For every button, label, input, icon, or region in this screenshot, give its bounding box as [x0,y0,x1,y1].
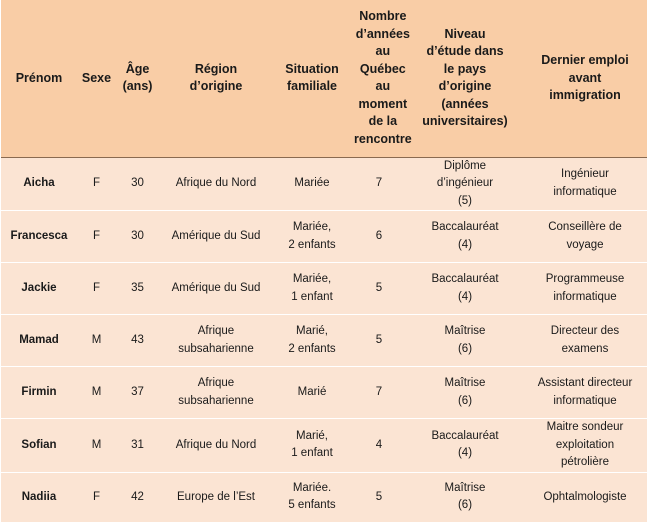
cell-annees: 5 [375,490,383,503]
cell-prenom: Nadiia [21,490,57,503]
cell-region: Europe de l’Est [177,490,255,503]
header-age: Âge (ans) [122,61,153,94]
cell-sexe: F [92,229,101,242]
table-row [1,419,647,473]
cell-emploi: Ophtalmologiste [543,490,627,503]
header-prenom: Prénom [15,70,63,85]
cell-region: Afrique subsaharienne [178,325,254,355]
cell-age: 43 [131,333,144,346]
cell-prenom: Francesca [10,229,68,242]
table-row [1,315,647,367]
table-row [1,472,647,522]
cell-niveau: Maîtrise (6) [444,481,486,512]
cell-emploi: Programmeuse informatique [545,273,625,303]
cell-niveau: Diplôme d’ingénieur (5) [436,159,494,207]
cell-annees: 4 [375,438,383,451]
table-row [1,263,647,315]
participants-table [1,0,647,522]
cell-region: Afrique du Nord [175,438,257,451]
table-row [1,157,647,211]
cell-annees: 6 [375,229,383,242]
header-niveau-etude: Niveau d’étude dans le pays d’origine (années universitaires) [422,26,508,129]
header-annees-quebec: Nombre d’années au Québec au moment de la rencontre [354,9,412,146]
header-dernier-emploi: Dernier emploi avant immigration [541,53,629,102]
table-row [1,367,647,419]
header-sexe: Sexe [81,70,112,85]
cell-niveau: Maîtrise (6) [444,325,486,355]
cell-prenom: Jackie [21,281,57,294]
cell-age: 31 [131,438,144,451]
cell-sexe: M [91,385,102,398]
table-header-row [1,0,647,157]
cell-sexe: M [91,333,102,346]
cell-annees: 5 [375,281,383,294]
cell-emploi: Ingénieur informatique [553,168,617,198]
cell-age: 30 [131,229,144,242]
cell-age: 42 [131,490,144,503]
table-row [1,211,647,263]
cell-prenom: Sofian [21,438,57,451]
cell-age: 30 [131,177,144,189]
cell-situation: Mariée, 1 enfant [291,273,333,303]
cell-prenom: Aicha [23,177,55,189]
cell-age: 35 [131,281,144,294]
cell-region: Afrique subsaharienne [178,377,254,407]
cell-sexe: F [92,177,101,189]
cell-emploi: Maitre sondeur exploitation pétrolière [546,421,624,468]
cell-prenom: Firmin [21,385,57,398]
cell-region: Amérique du Sud [171,281,261,294]
cell-situation: Mariée. 5 enfants [288,481,336,512]
cell-sexe: F [92,281,101,294]
cell-situation: Mariée [294,177,330,189]
cell-region: Afrique du Nord [175,177,257,189]
header-region: Région d’origine [189,61,243,94]
cell-annees: 5 [375,333,383,346]
cell-emploi: Assistant directeur informatique [537,377,633,407]
cell-sexe: M [91,438,102,451]
cell-niveau: Baccalauréat (4) [431,273,499,303]
cell-situation: Mariée, 2 enfants [288,221,336,251]
cell-situation: Marié, 1 enfant [291,429,333,460]
cell-niveau: Baccalauréat (4) [431,429,499,460]
cell-niveau: Maîtrise (6) [444,377,486,407]
cell-emploi: Directeur des examens [550,325,620,355]
cell-region: Amérique du Sud [171,229,261,242]
cell-situation: Marié [297,385,327,398]
cell-annees: 7 [375,177,383,189]
cell-sexe: F [92,490,101,503]
cell-prenom: Mamad [19,333,59,346]
cell-situation: Marié, 2 enfants [288,325,336,355]
cell-annees: 7 [375,385,383,398]
cell-niveau: Baccalauréat (4) [431,221,499,251]
header-situation: Situation familiale [285,61,339,94]
cell-age: 37 [131,385,144,398]
cell-emploi: Conseillère de voyage [548,221,622,251]
